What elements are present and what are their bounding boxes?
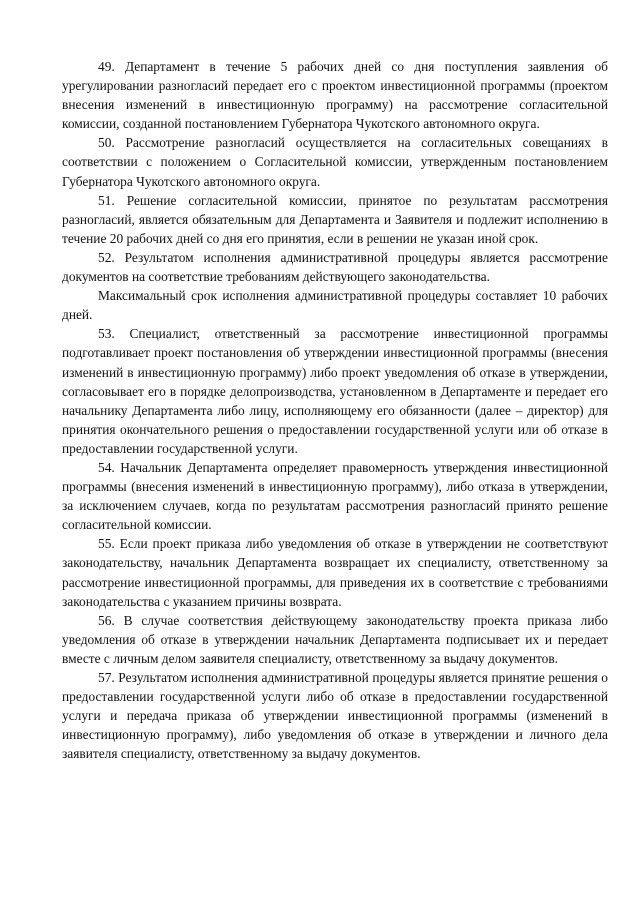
paragraph-57: 57. Результатом исполнения административной процедуры является принятие решения о предоставлении государственной услуги либо об отказе в предоставлении государственной услуги и передача приказа об утверждении инвестиционной программы (изменений в инвестиционную программу), либо уведомления об отказе в утверждении и личного дела заявителя специалисту, ответственному за выдачу документов. bbox=[62, 670, 608, 762]
paragraph-55: 55. Если проект приказа либо уведомления об отказе в утверждении не соответствуют законодательству, начальник Департамента возвращает их специалисту, ответственному за рассмотрение инвестиционной программы, для приведения их в соответствие с требованиями законодательства с указанием причины возврата. bbox=[62, 536, 608, 609]
paragraph-56: 56. В случае соответствия действующему законодательству проекта приказа либо уведомления об отказе в утверждении начальник Департамента подписывает их и передает вместе с личным делом заявителя специалисту, ответственному за выдачу документов. bbox=[62, 612, 608, 666]
paragraph-max-term: Максимальный срок исполнения административной процедуры составляет 10 рабочих дней. bbox=[62, 288, 608, 323]
paragraph-54: 54. Начальник Департамента определяет правомерность утверждения инвестиционной программы (внесения изменений в инвестиционную программу), либо отказа в утверждении, за исключением случаев, когда по результатам рассмотрения разногласий принято решение согласительной комиссии. bbox=[62, 459, 608, 533]
paragraph-51: 51. Решение согласительной комиссии, принятое по результатам рассмотрения разногласий, является обязательным для Департамента и Заявителя и подлежит исполнению в течение 20 рабочих дней со дня его принятия, если в решении не указан иной срок. bbox=[62, 192, 608, 246]
paragraph-53: 53. Специалист, ответственный за рассмотрение инвестиционной программы подготавливает проект постановления об утверждении инвестиционной программы (внесения изменений в инвестиционную программу) либо проект уведомления об отказе в утверждении, согласовывает его в порядке делопроизводства, установленном в Департаменте и передает его начальнику Департамента либо лицу, исполняющему его обязанности (далее – директор) для принятия окончательного решения о предоставлении государственной услуги или об отказе в предоставлении государственной услуги. bbox=[62, 326, 608, 456]
paragraph-49: 49. Департамент в течение 5 рабочих дней со дня поступления заявления об урегулировании разногласий передает его с проектом инвестиционной программы (проектом внесения изменений в инвестиционную программу) на рассмотрение согласительной комиссии, созданной постановлением Губернатора Чукотского автономного округа. bbox=[62, 59, 608, 132]
paragraph-52: 52. Результатом исполнения административной процедуры является рассмотрение документов на соответствие требованиям действующего законодательства. bbox=[62, 249, 608, 285]
paragraph-50: 50. Рассмотрение разногласий осуществляется на согласительных совещаниях в соответствии с положением о Согласительной комиссии, утвержденным постановлением Губернатора Чукотского автономного округа. bbox=[62, 135, 608, 189]
